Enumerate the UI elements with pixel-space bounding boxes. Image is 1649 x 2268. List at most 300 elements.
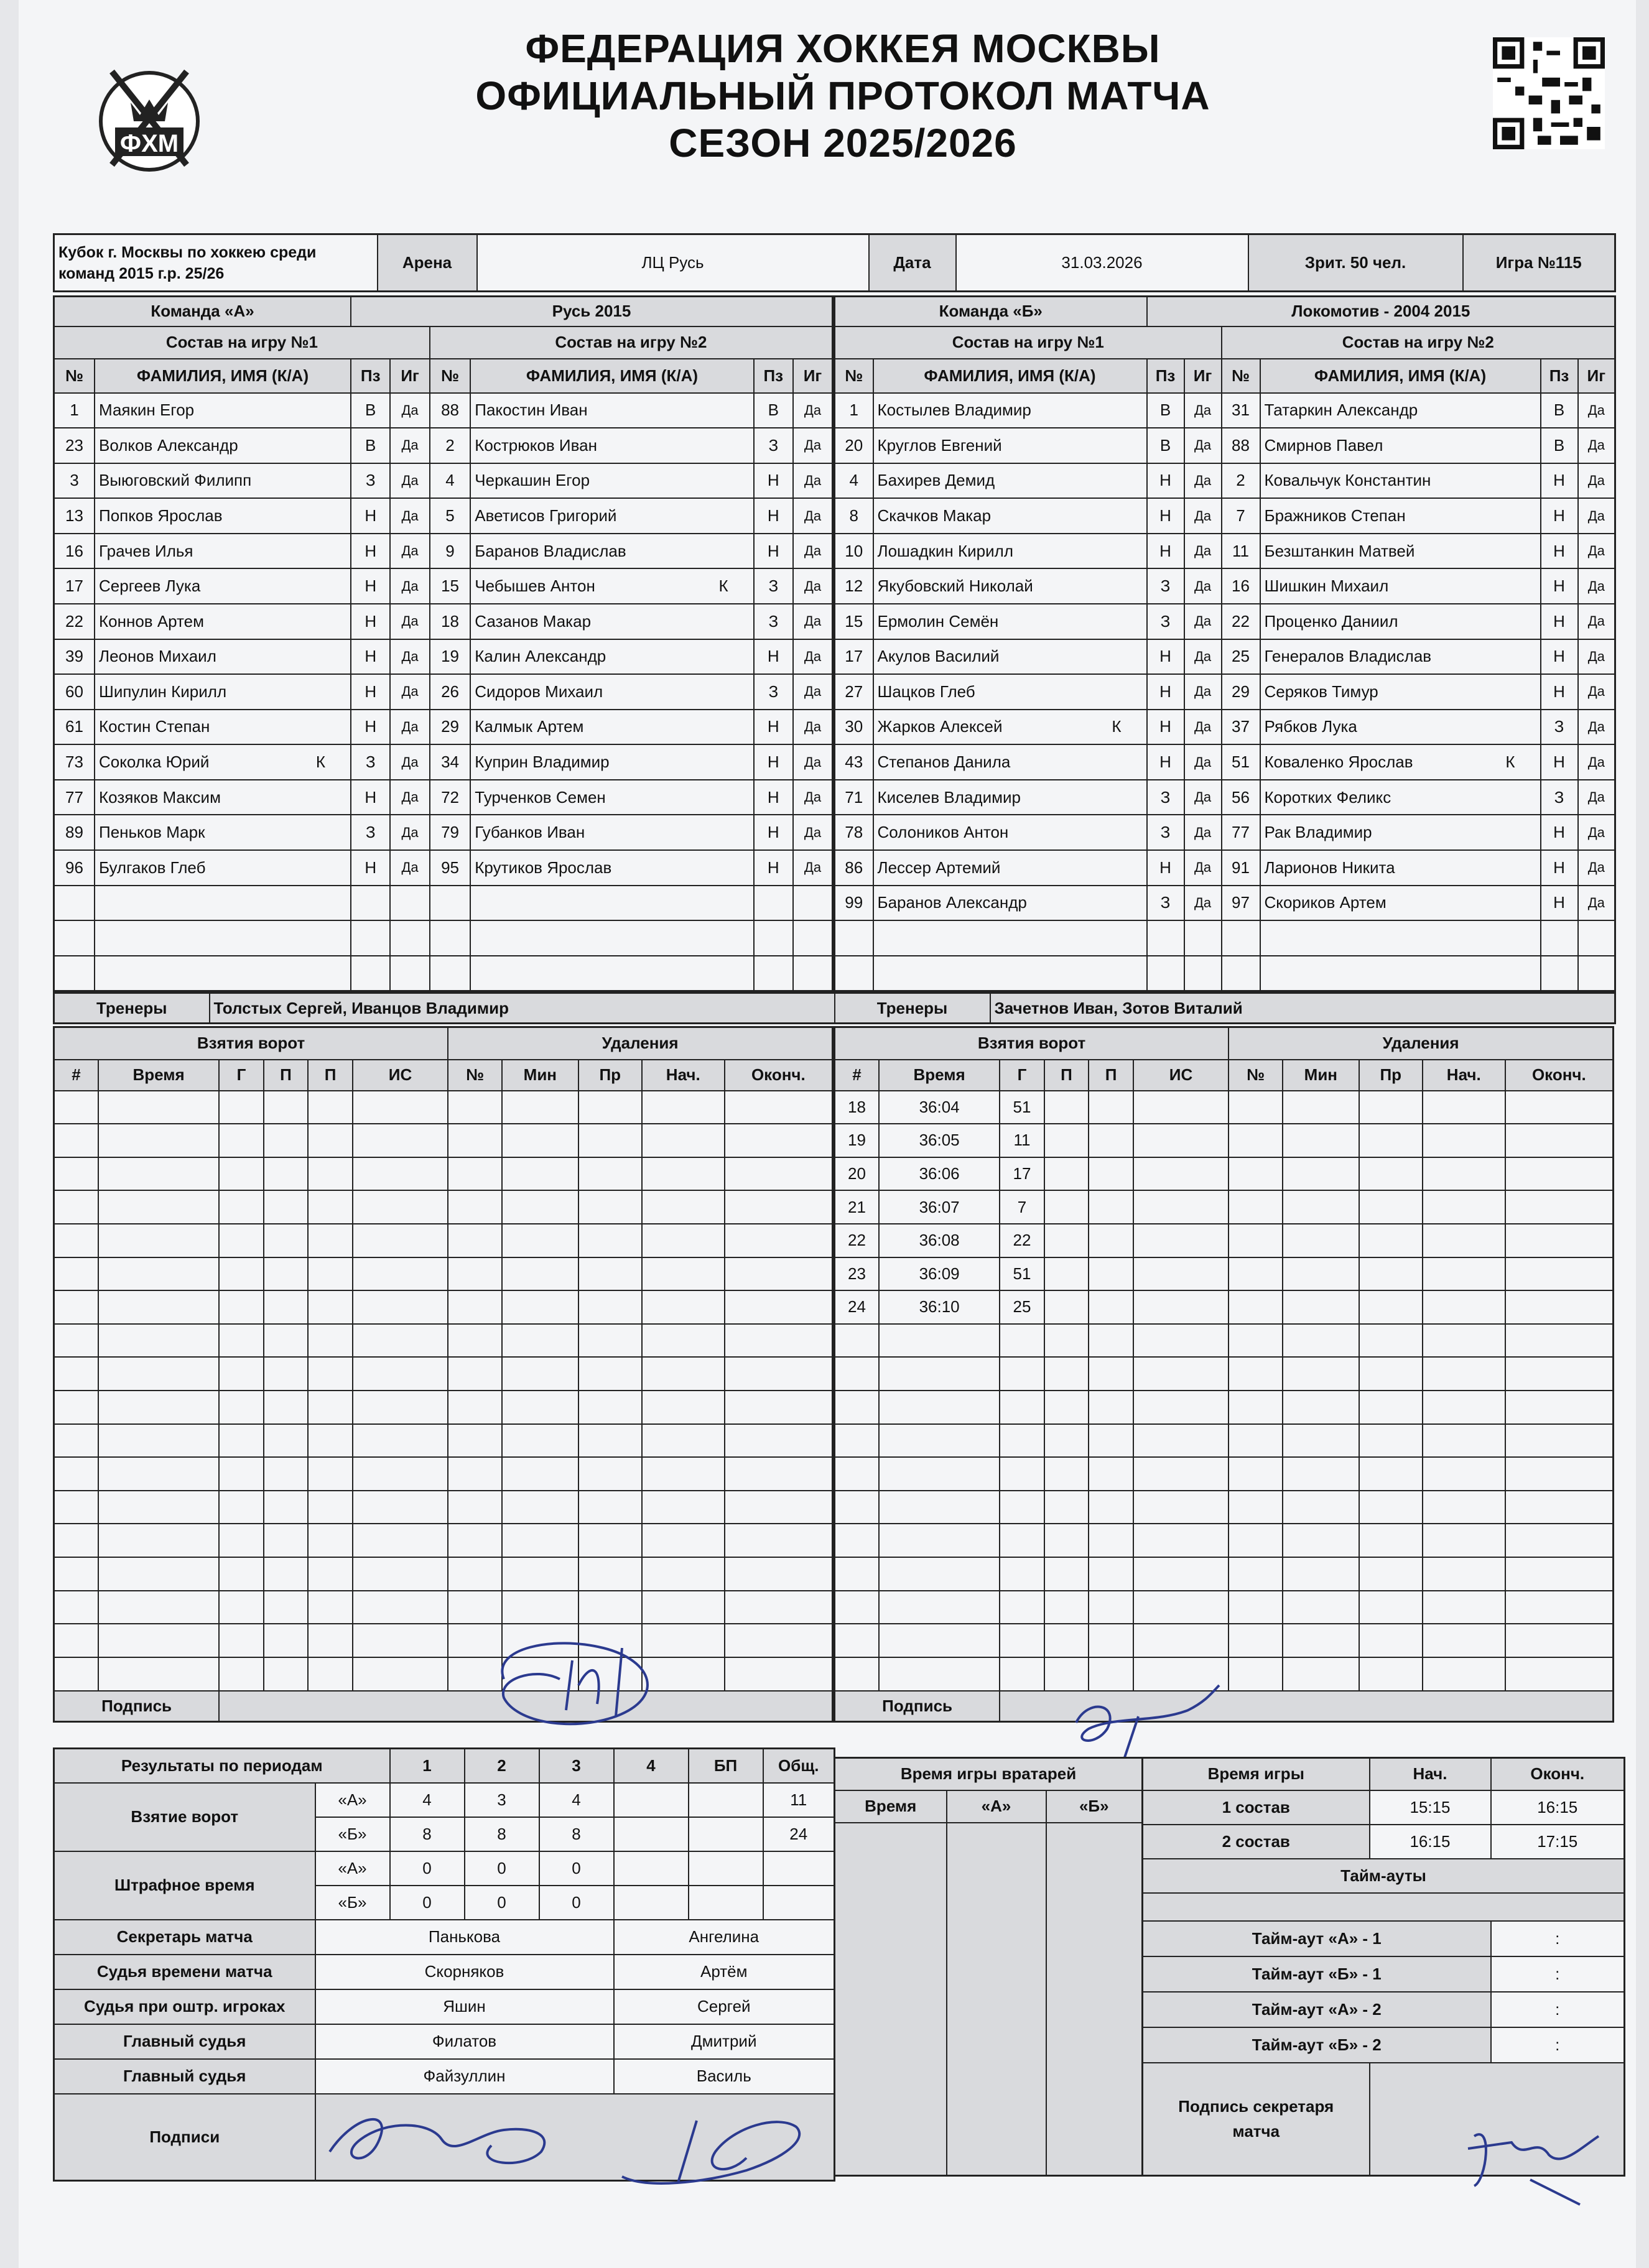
goal-time bbox=[98, 1591, 219, 1624]
roster-row bbox=[54, 463, 833, 499]
player-played: Да bbox=[793, 428, 833, 463]
player-position: Н bbox=[754, 780, 793, 815]
player-number: 1 bbox=[835, 393, 873, 428]
player-played: Да bbox=[1578, 463, 1615, 499]
timeout-value: : bbox=[1491, 1992, 1625, 2027]
player-name-text: Грачев Илья bbox=[99, 541, 193, 560]
goal-number bbox=[835, 1324, 880, 1358]
event-row bbox=[54, 1357, 833, 1391]
player-position: Н bbox=[1541, 674, 1578, 710]
fhm-logo-icon bbox=[93, 59, 205, 174]
col-name: ФАМИЛИЯ, ИМЯ (К/А) bbox=[95, 359, 351, 393]
match-date: 31.03.2026 bbox=[956, 234, 1248, 292]
goal-number bbox=[54, 1624, 99, 1657]
officials bbox=[54, 1920, 835, 2094]
event-cell bbox=[353, 1591, 448, 1624]
event-cell bbox=[578, 1457, 642, 1491]
player-name bbox=[470, 393, 753, 428]
player-number: 4 bbox=[430, 463, 471, 499]
player-name bbox=[873, 780, 1147, 815]
event-cell bbox=[1133, 1424, 1229, 1458]
goal-scorer bbox=[219, 1557, 264, 1591]
player-name-text: Баранов Владислав bbox=[475, 541, 626, 560]
player-number: 73 bbox=[54, 744, 95, 780]
event-cell bbox=[1133, 1457, 1229, 1491]
event-cell bbox=[642, 1224, 725, 1257]
event-cell bbox=[353, 1091, 448, 1124]
col-play: Иг bbox=[1184, 359, 1222, 393]
team-a-tag: «А» bbox=[315, 1783, 390, 1817]
goal-col-head: ИС bbox=[353, 1060, 448, 1091]
player-number: 27 bbox=[835, 674, 873, 710]
player-name bbox=[470, 639, 753, 675]
player-name-text: Попков Ярослав bbox=[99, 506, 223, 525]
event-cell bbox=[642, 1524, 725, 1557]
penalty-col-head: Нач. bbox=[642, 1060, 725, 1091]
event-cell bbox=[308, 1391, 353, 1424]
player-name-text: Якубовский Николай bbox=[877, 576, 1033, 596]
event-cell bbox=[1359, 1424, 1423, 1458]
goal-number bbox=[54, 1491, 99, 1524]
periods-title: Результаты по периодам bbox=[54, 1749, 390, 1783]
event-cell bbox=[725, 1124, 833, 1157]
goal-scorer bbox=[1000, 1524, 1044, 1557]
event-cell bbox=[448, 1424, 502, 1458]
player-name bbox=[95, 428, 351, 463]
roster-row bbox=[54, 744, 833, 780]
player-name-text: Проценко Даниил bbox=[1264, 611, 1398, 631]
player-played: Да bbox=[1578, 710, 1615, 745]
event-cell bbox=[1423, 1091, 1505, 1124]
player-name bbox=[95, 710, 351, 745]
goal-scorer bbox=[219, 1357, 264, 1391]
event-row bbox=[835, 1657, 1614, 1691]
event-cell bbox=[448, 1290, 502, 1324]
player-name bbox=[873, 428, 1147, 463]
roster-row bbox=[835, 639, 1615, 675]
penalty-col-head: Пр bbox=[578, 1060, 642, 1091]
player-position: Н bbox=[1541, 498, 1578, 534]
score-cell bbox=[689, 1783, 763, 1817]
team-a-roster-body bbox=[54, 393, 833, 991]
player-played: Да bbox=[1578, 534, 1615, 569]
player-name bbox=[470, 780, 753, 815]
roster-row bbox=[835, 534, 1615, 569]
event-cell bbox=[1044, 1591, 1089, 1624]
event-cell bbox=[353, 1391, 448, 1424]
event-cell bbox=[1044, 1257, 1089, 1291]
player-played bbox=[793, 886, 833, 921]
event-cell bbox=[1283, 1190, 1359, 1224]
player-name-text: Коротких Феликс bbox=[1264, 787, 1391, 807]
player-number: 77 bbox=[54, 780, 95, 815]
roster-row bbox=[54, 956, 833, 991]
player-name bbox=[95, 639, 351, 675]
player-name-text: Киселев Владимир bbox=[877, 787, 1021, 807]
score-cell: 8 bbox=[539, 1817, 614, 1851]
event-cell bbox=[1089, 1391, 1133, 1424]
goal-time bbox=[879, 1557, 1000, 1591]
qr-code-icon bbox=[1493, 37, 1605, 149]
player-name-text: Черкашин Егор bbox=[475, 471, 590, 490]
roster-row bbox=[54, 604, 833, 639]
timeout-label: Тайм-аут «А» - 1 bbox=[1143, 1921, 1491, 1956]
player-played: Да bbox=[1578, 428, 1615, 463]
goal-number bbox=[54, 1257, 99, 1291]
player-name bbox=[95, 886, 351, 921]
team-b-name: Локомотив - 2004 2015 bbox=[1147, 297, 1615, 326]
col-name: ФАМИЛИЯ, ИМЯ (К/А) bbox=[1260, 359, 1541, 393]
player-name-text: Степанов Данила bbox=[877, 752, 1011, 772]
event-cell bbox=[1133, 1190, 1229, 1224]
coaches-b-label: Тренеры bbox=[835, 993, 990, 1024]
goals-title: Взятия ворот bbox=[835, 1027, 1229, 1060]
event-cell bbox=[1423, 1157, 1505, 1191]
player-played: Да bbox=[1578, 850, 1615, 886]
player-number: 20 bbox=[835, 428, 873, 463]
player-name-text: Пеньков Марк bbox=[99, 823, 205, 842]
lineup-1-start: 15:15 bbox=[1370, 1790, 1491, 1825]
event-cell bbox=[1229, 1457, 1283, 1491]
player-number: 13 bbox=[54, 498, 95, 534]
player-position: Н bbox=[754, 850, 793, 886]
event-row bbox=[54, 1091, 833, 1124]
event-cell bbox=[502, 1657, 578, 1691]
svg-text:ФХМ: ФХМ bbox=[119, 130, 179, 157]
goal-scorer bbox=[1000, 1557, 1044, 1591]
title-block bbox=[330, 25, 1356, 167]
goal-scorer bbox=[219, 1524, 264, 1557]
player-played bbox=[793, 920, 833, 956]
event-cell bbox=[1283, 1357, 1359, 1391]
player-number: 17 bbox=[835, 639, 873, 675]
goal-time bbox=[98, 1324, 219, 1358]
player-position: З bbox=[754, 428, 793, 463]
event-cell bbox=[1133, 1357, 1229, 1391]
captain-mark: К bbox=[718, 576, 728, 596]
event-cell bbox=[448, 1257, 502, 1291]
goal-time bbox=[98, 1190, 219, 1224]
pim-label: Штрафное время bbox=[54, 1851, 315, 1920]
event-cell bbox=[1044, 1391, 1089, 1424]
player-name-text: Шишкин Михаил bbox=[1264, 576, 1389, 596]
player-played: Да bbox=[390, 674, 429, 710]
player-name bbox=[470, 534, 753, 569]
event-row bbox=[835, 1491, 1614, 1524]
event-cell bbox=[642, 1391, 725, 1424]
event-cell bbox=[1359, 1091, 1423, 1124]
player-played: Да bbox=[793, 639, 833, 675]
player-name bbox=[873, 710, 1147, 745]
official-row bbox=[54, 2024, 835, 2059]
team-b-events bbox=[834, 1026, 1614, 1723]
event-cell bbox=[1089, 1224, 1133, 1257]
event-row bbox=[54, 1591, 833, 1624]
official-surname: Панькова bbox=[315, 1920, 614, 1955]
goal-number bbox=[835, 1491, 880, 1524]
official-role: Главный судья bbox=[54, 2024, 315, 2059]
event-cell bbox=[1423, 1324, 1505, 1358]
event-cell bbox=[578, 1124, 642, 1157]
goal-time bbox=[98, 1290, 219, 1324]
player-name bbox=[470, 568, 753, 604]
event-cell bbox=[725, 1424, 833, 1458]
player-played: Да bbox=[793, 744, 833, 780]
event-cell bbox=[353, 1557, 448, 1591]
roster-row bbox=[835, 604, 1615, 639]
player-position: Н bbox=[1541, 744, 1578, 780]
event-cell bbox=[448, 1657, 502, 1691]
event-cell bbox=[353, 1357, 448, 1391]
player-number: 89 bbox=[54, 815, 95, 850]
player-position: Н bbox=[754, 639, 793, 675]
event-cell bbox=[353, 1290, 448, 1324]
event-cell bbox=[448, 1457, 502, 1491]
event-cell bbox=[264, 1124, 309, 1157]
title-protocol: ОФИЦИАЛЬНЫЙ ПРОТОКОЛ МАТЧА bbox=[475, 73, 1210, 118]
event-cell bbox=[264, 1190, 309, 1224]
player-name bbox=[470, 463, 753, 499]
player-played: Да bbox=[793, 674, 833, 710]
event-cell bbox=[353, 1157, 448, 1191]
event-cell bbox=[725, 1657, 833, 1691]
player-number: 16 bbox=[54, 534, 95, 569]
event-row bbox=[835, 1391, 1614, 1424]
event-cell bbox=[1044, 1324, 1089, 1358]
spectators: Зрит. 50 чел. bbox=[1248, 234, 1463, 292]
event-cell bbox=[1505, 1224, 1614, 1257]
goal-number bbox=[54, 1224, 99, 1257]
goal-col-head: Время bbox=[98, 1060, 219, 1091]
player-position: Н bbox=[1541, 604, 1578, 639]
goal-scorer bbox=[219, 1124, 264, 1157]
goalie-time-col: Время bbox=[835, 1790, 947, 1823]
player-played: Да bbox=[793, 534, 833, 569]
player-name bbox=[873, 498, 1147, 534]
goal-number bbox=[835, 1557, 880, 1591]
timeout-value: : bbox=[1491, 1956, 1625, 1992]
event-cell bbox=[642, 1591, 725, 1624]
event-cell bbox=[448, 1190, 502, 1224]
player-position: В bbox=[1147, 393, 1184, 428]
event-row bbox=[835, 1557, 1614, 1591]
event-cell bbox=[1359, 1557, 1423, 1591]
player-name-text: Солоников Антон bbox=[877, 823, 1009, 842]
event-cell bbox=[578, 1624, 642, 1657]
event-cell bbox=[1089, 1424, 1133, 1458]
player-number: 12 bbox=[835, 568, 873, 604]
goal-time bbox=[879, 1591, 1000, 1624]
col-play: Иг bbox=[390, 359, 429, 393]
player-position: З bbox=[351, 744, 390, 780]
event-cell bbox=[448, 1624, 502, 1657]
player-name bbox=[470, 710, 753, 745]
event-cell bbox=[264, 1424, 309, 1458]
team-a-label: Команда «А» bbox=[54, 297, 351, 326]
event-cell bbox=[1359, 1457, 1423, 1491]
col-no: № bbox=[835, 359, 873, 393]
event-cell bbox=[502, 1457, 578, 1491]
goal-number bbox=[835, 1657, 880, 1691]
official-row bbox=[54, 1989, 835, 2024]
event-cell bbox=[642, 1091, 725, 1124]
player-number: 61 bbox=[54, 710, 95, 745]
event-cell bbox=[1133, 1157, 1229, 1191]
lineup-2-start: 16:15 bbox=[1370, 1825, 1491, 1859]
event-cell bbox=[353, 1524, 448, 1557]
periods-results bbox=[53, 1747, 835, 2182]
event-cell bbox=[308, 1624, 353, 1657]
player-name-text: Скачков Макар bbox=[877, 506, 992, 525]
event-cell bbox=[448, 1357, 502, 1391]
player-played: Да bbox=[1184, 604, 1222, 639]
goal-number: 22 bbox=[835, 1224, 880, 1257]
event-cell bbox=[642, 1324, 725, 1358]
event-cell bbox=[1423, 1557, 1505, 1591]
player-name bbox=[470, 920, 753, 956]
event-cell bbox=[1089, 1190, 1133, 1224]
player-position: Н bbox=[754, 534, 793, 569]
player-position: Н bbox=[1147, 674, 1184, 710]
event-cell bbox=[1423, 1391, 1505, 1424]
event-cell bbox=[1423, 1591, 1505, 1624]
player-position: Н bbox=[351, 534, 390, 569]
event-cell bbox=[264, 1557, 309, 1591]
goal-scorer: 7 bbox=[1000, 1190, 1044, 1224]
player-played: Да bbox=[1184, 498, 1222, 534]
player-position bbox=[351, 920, 390, 956]
event-row bbox=[835, 1424, 1614, 1458]
event-row bbox=[54, 1224, 833, 1257]
goal-number bbox=[54, 1591, 99, 1624]
event-cell bbox=[264, 1491, 309, 1524]
player-played bbox=[1184, 956, 1222, 991]
event-cell bbox=[1229, 1391, 1283, 1424]
event-cell bbox=[1423, 1357, 1505, 1391]
event-cell bbox=[642, 1290, 725, 1324]
penalty-col-head: Оконч. bbox=[725, 1060, 833, 1091]
event-cell bbox=[1044, 1624, 1089, 1657]
player-name bbox=[1260, 956, 1541, 991]
event-cell bbox=[1505, 1124, 1614, 1157]
event-cell bbox=[642, 1124, 725, 1157]
player-played: Да bbox=[390, 463, 429, 499]
goal-col-head: П bbox=[1044, 1060, 1089, 1091]
goal-scorer bbox=[219, 1424, 264, 1458]
timeout-value: : bbox=[1491, 1921, 1625, 1956]
event-cell bbox=[1133, 1257, 1229, 1291]
goal-number bbox=[54, 1524, 99, 1557]
official-surname: Файзуллин bbox=[315, 2059, 614, 2094]
goal-time bbox=[879, 1324, 1000, 1358]
player-played: Да bbox=[1578, 674, 1615, 710]
player-played: Да bbox=[390, 815, 429, 850]
lineup-1-label: Состав на игру №1 bbox=[835, 326, 1222, 359]
player-name bbox=[95, 850, 351, 886]
event-cell bbox=[448, 1591, 502, 1624]
score-cell: 3 bbox=[465, 1783, 539, 1817]
event-cell bbox=[502, 1591, 578, 1624]
event-cell bbox=[1505, 1657, 1614, 1691]
goal-col-head: # bbox=[835, 1060, 880, 1091]
player-name bbox=[1260, 744, 1541, 780]
event-cell bbox=[1229, 1157, 1283, 1191]
event-cell bbox=[578, 1324, 642, 1358]
player-number: 34 bbox=[430, 744, 471, 780]
player-position: Н bbox=[1541, 463, 1578, 499]
event-cell bbox=[1283, 1290, 1359, 1324]
goal-time bbox=[98, 1157, 219, 1191]
roster-row bbox=[54, 639, 833, 675]
player-number bbox=[430, 920, 471, 956]
roster-row bbox=[835, 428, 1615, 463]
goal-time bbox=[879, 1657, 1000, 1691]
player-name bbox=[1260, 604, 1541, 639]
player-played: Да bbox=[390, 393, 429, 428]
goal-number bbox=[835, 1591, 880, 1624]
event-cell bbox=[1505, 1457, 1614, 1491]
goal-scorer bbox=[219, 1591, 264, 1624]
player-name bbox=[95, 674, 351, 710]
event-row bbox=[54, 1424, 833, 1458]
event-cell bbox=[1133, 1491, 1229, 1524]
player-number: 9 bbox=[430, 534, 471, 569]
event-cell bbox=[264, 1290, 309, 1324]
event-cell bbox=[725, 1157, 833, 1191]
player-number: 30 bbox=[835, 710, 873, 745]
player-position: Н bbox=[351, 639, 390, 675]
event-cell bbox=[1089, 1157, 1133, 1191]
event-cell bbox=[448, 1524, 502, 1557]
goal-number bbox=[54, 1357, 99, 1391]
penalty-col-head: Нач. bbox=[1423, 1060, 1505, 1091]
goal-time bbox=[98, 1657, 219, 1691]
player-name bbox=[873, 393, 1147, 428]
score-cell bbox=[614, 1783, 689, 1817]
coaches-row bbox=[53, 992, 1616, 1024]
player-number: 22 bbox=[1222, 604, 1260, 639]
player-played: Да bbox=[1578, 886, 1615, 921]
event-row bbox=[54, 1290, 833, 1324]
roster-row bbox=[54, 393, 833, 428]
pim-cell: 0 bbox=[465, 1886, 539, 1920]
event-cell bbox=[1044, 1224, 1089, 1257]
event-cell bbox=[502, 1257, 578, 1291]
player-name-text: Безштанкин Матвей bbox=[1264, 541, 1415, 560]
event-cell bbox=[1229, 1357, 1283, 1391]
event-cell bbox=[1089, 1591, 1133, 1624]
player-name-text: Рак Владимир bbox=[1264, 823, 1372, 842]
event-cell bbox=[1283, 1591, 1359, 1624]
event-cell bbox=[1359, 1391, 1423, 1424]
event-cell bbox=[725, 1357, 833, 1391]
event-cell bbox=[308, 1457, 353, 1491]
goal-scorer bbox=[219, 1290, 264, 1324]
event-cell bbox=[448, 1157, 502, 1191]
col-no: № bbox=[430, 359, 471, 393]
goal-number bbox=[54, 1457, 99, 1491]
period-1-head: 1 bbox=[390, 1749, 465, 1783]
event-cell bbox=[642, 1424, 725, 1458]
event-cell bbox=[1283, 1624, 1359, 1657]
player-name bbox=[873, 744, 1147, 780]
event-cell bbox=[353, 1424, 448, 1458]
pim-cell: 0 bbox=[539, 1851, 614, 1886]
goal-number bbox=[54, 1324, 99, 1358]
match-info bbox=[53, 233, 1616, 292]
goal-scorer bbox=[1000, 1391, 1044, 1424]
player-played bbox=[1578, 956, 1615, 991]
